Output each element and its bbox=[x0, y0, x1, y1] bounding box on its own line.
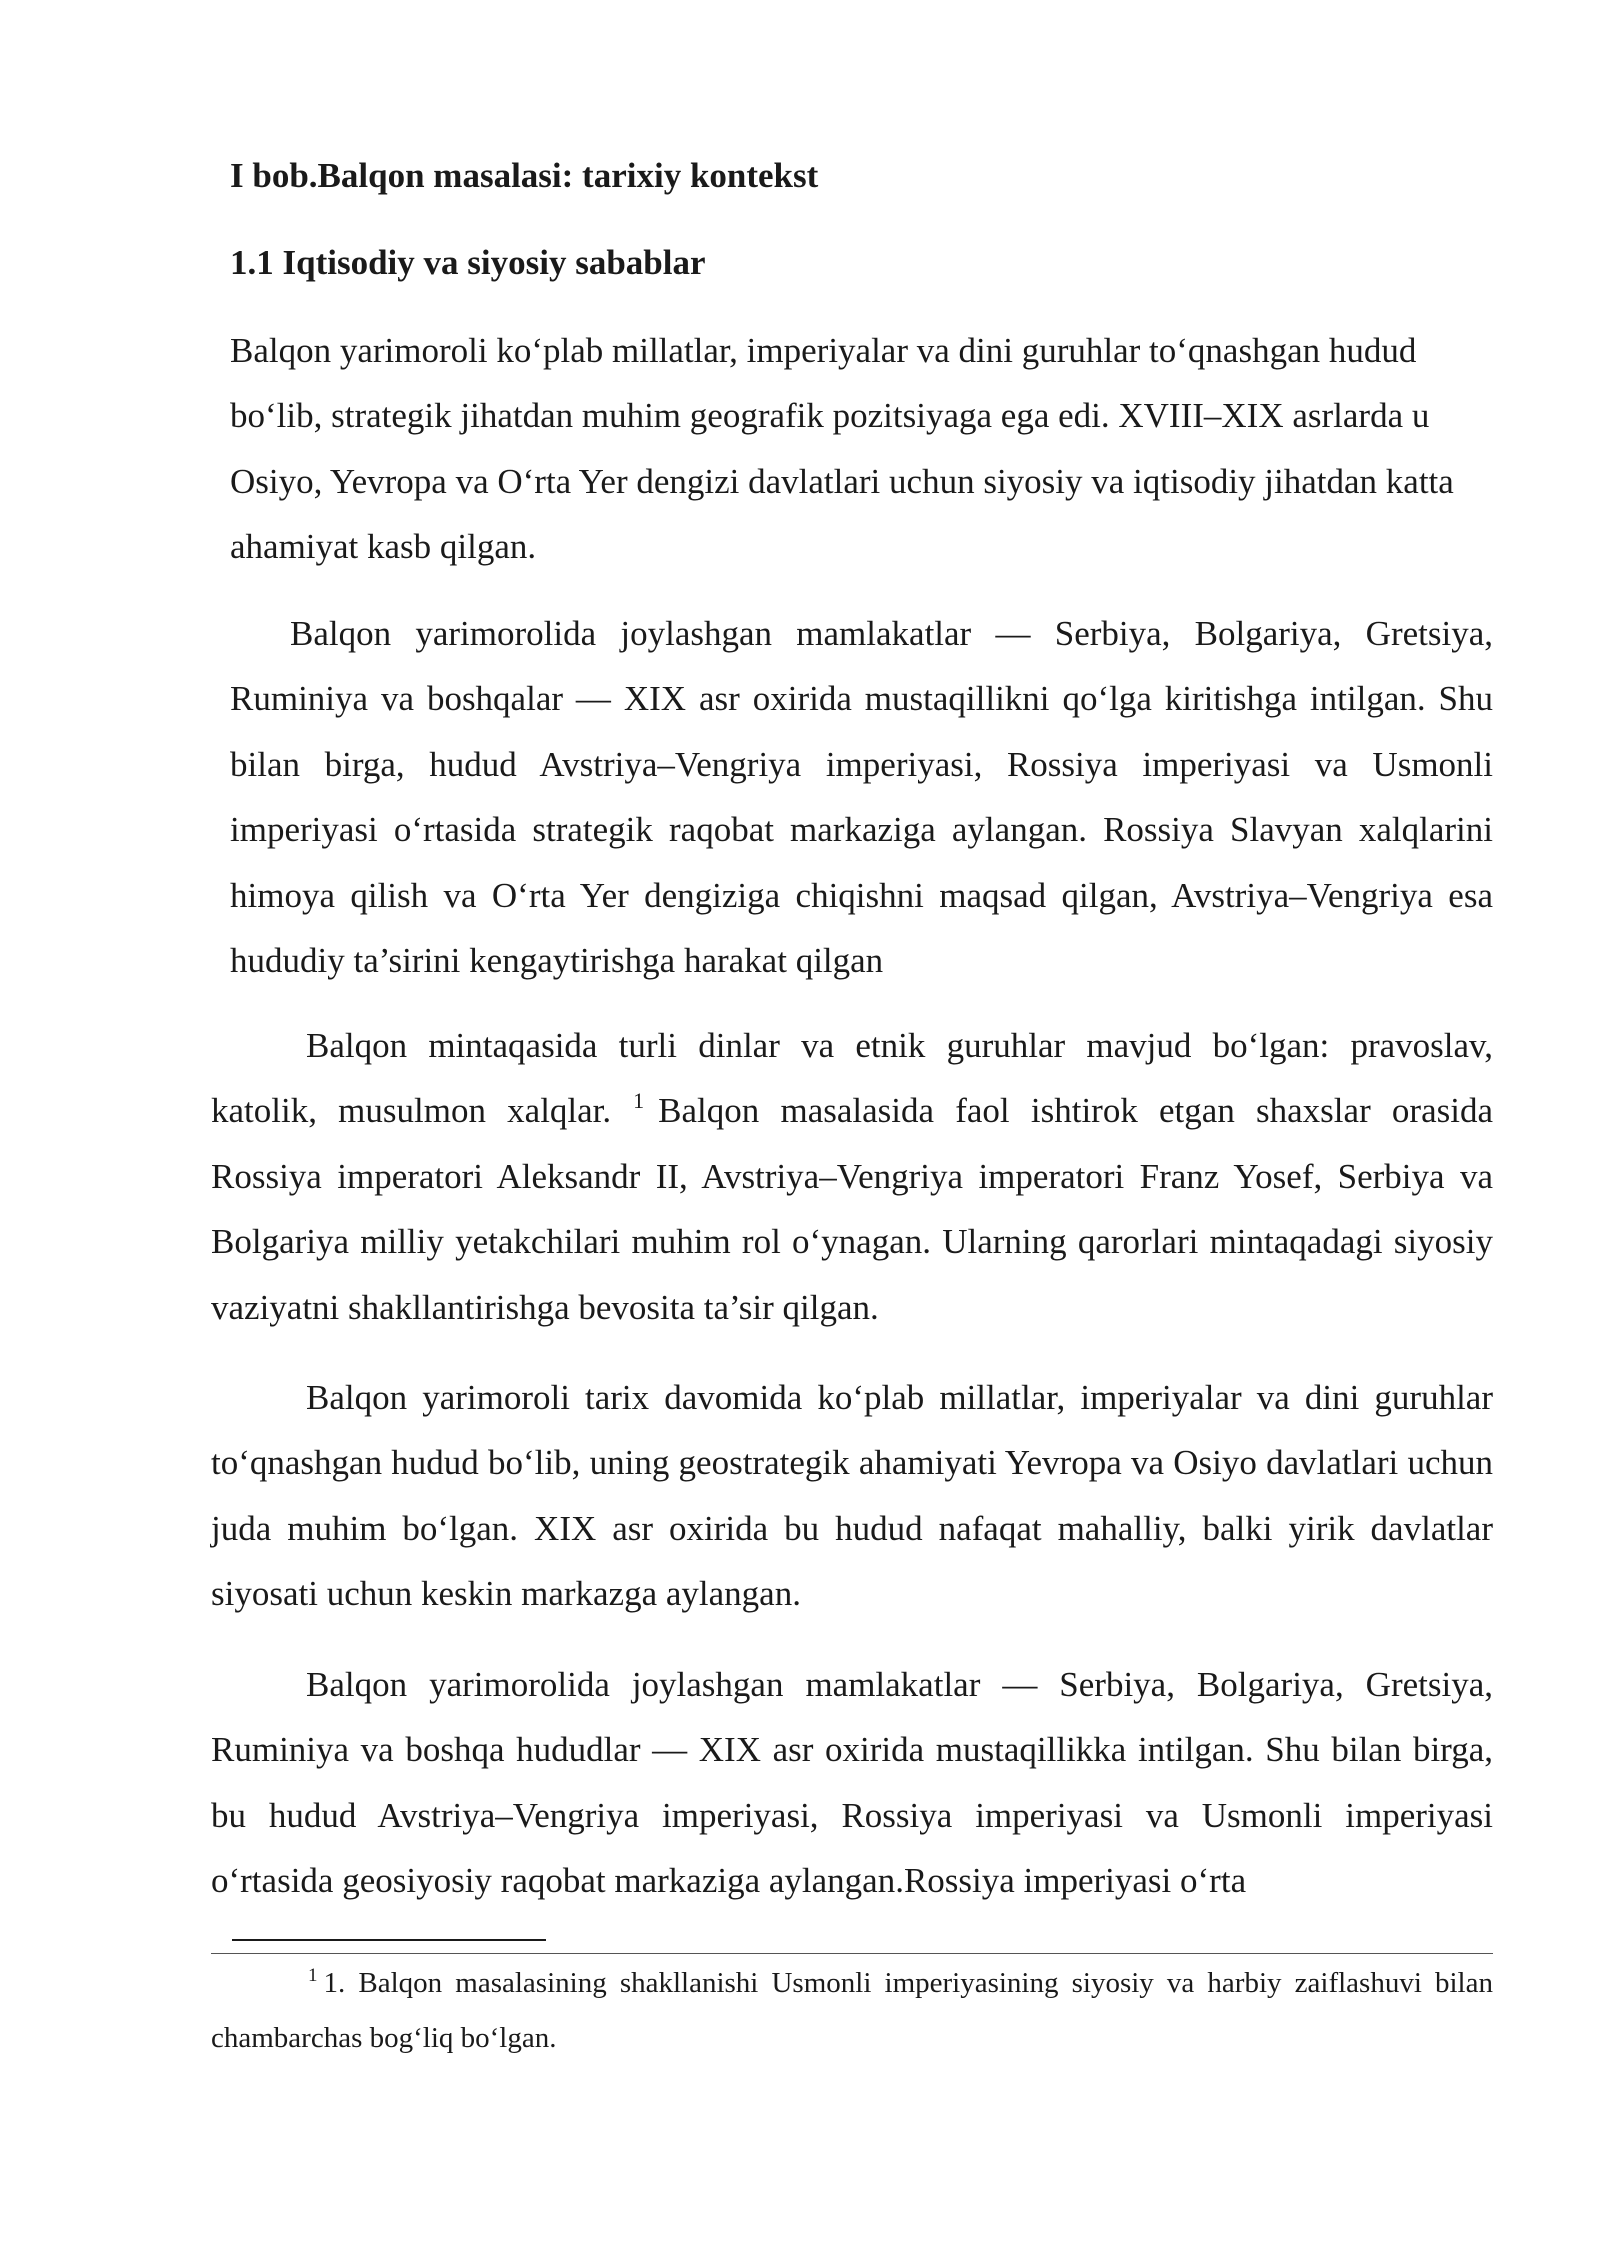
footnote-divider-line bbox=[211, 1953, 1493, 1954]
chapter-title: I bob.Balqon masalasi: tarixiy kontekst bbox=[230, 156, 819, 195]
paragraph-3-part-1: Balqon mintaqasida turli dinlar va etnik guruhlar mavjud bo‘lgan: pravoslav, katolik, musulmon xalqlar. bbox=[211, 1026, 1493, 1131]
paragraph-2: Balqon yarimorolida joylashgan mamlakatlar — Serbiya, Bolgariya, Gretsiya, Ruminiya va boshqalar — XIX asr oxirida mustaqillikni qo‘lga kiritishga intilgan. Shu bilan birga, hudud Avstriya–Vengriya imperiyasi, Rossiya imperiyasi va Usmonli imperiyasi o‘rtasida strategik raqobat markaziga aylangan. Rossiya Slavyan xalqlarini himoya qilish va O‘rta Yer dengiziga chiqishni maqsad qilgan, Avstriya–Vengriya esa hududiy ta’sirini kengaytirishga harakat qilgan bbox=[230, 614, 1493, 981]
paragraph-1: Balqon yarimoroli ko‘plab millatlar, imperiyalar va dini guruhlar to‘qnashgan hudud bo‘lib, strategik jihatdan muhim geografik pozitsiyaga ega edi. XVIII–XIX asrlarda u Osiyo, Yevropa va O‘rta Yer dengizi davlatlari uchun siyosiy va iqtisodiy jihatdan katta ahamiyat kasb qilgan. bbox=[230, 331, 1454, 567]
footnote-separator bbox=[232, 1939, 546, 1941]
footnote-reference[interactable]: 1 bbox=[633, 1088, 645, 1114]
paragraph-4: Balqon yarimoroli tarix davomida ko‘plab millatlar, imperiyalar va dini guruhlar to‘qnashgan hudud bo‘lib, uning geostrategik ahamiyati Yevropa va Osiyo davlatlari uchun juda muhim bo‘lgan. XIX asr oxirida bu hudud nafaqat mahalliy, balki yirik davlatlar siyosati uchun keskin markazga aylangan. bbox=[211, 1378, 1493, 1614]
paragraph-5: Balqon yarimorolida joylashgan mamlakatlar — Serbiya, Bolgariya, Gretsiya, Ruminiya va boshqa hududlar — XIX asr oxirida mustaqillikka intilgan. Shu bilan birga, bu hudud Avstriya–Vengriya imperiyasi, Rossiya imperiyasi va Usmonli imperiyasi o‘rtasida geosiyosiy raqobat markaziga aylangan.Rossiya imperiyasi o‘rta bbox=[211, 1665, 1493, 1901]
section-title: 1.1 Iqtisodiy va siyosiy sabablar bbox=[230, 243, 706, 282]
footnote-text: 1. Balqon masalasining shakllanishi Usmonli imperiyasining siyosiy va harbiy zaiflashuvi bilan chambarchas bog‘liq bo‘lgan. bbox=[211, 1967, 1493, 2054]
footnote bbox=[211, 1956, 1493, 2066]
footnote-marker: 1 bbox=[308, 1965, 318, 1986]
paragraph-3 bbox=[211, 1013, 1493, 1340]
paragraph-3-part-2: Balqon masalasida faol ishtirok etgan shaxslar orasida Rossiya imperatori Aleksandr II, Avstriya–Vengriya imperatori Franz Yosef, Serbiya va Bolgariya milliy yetakchilari muhim rol o‘ynagan. Ularning qarorlari mintaqadagi siyosiy vaziyatni shakllantirishga bevosita ta’sir qilgan. bbox=[211, 1091, 1493, 1327]
